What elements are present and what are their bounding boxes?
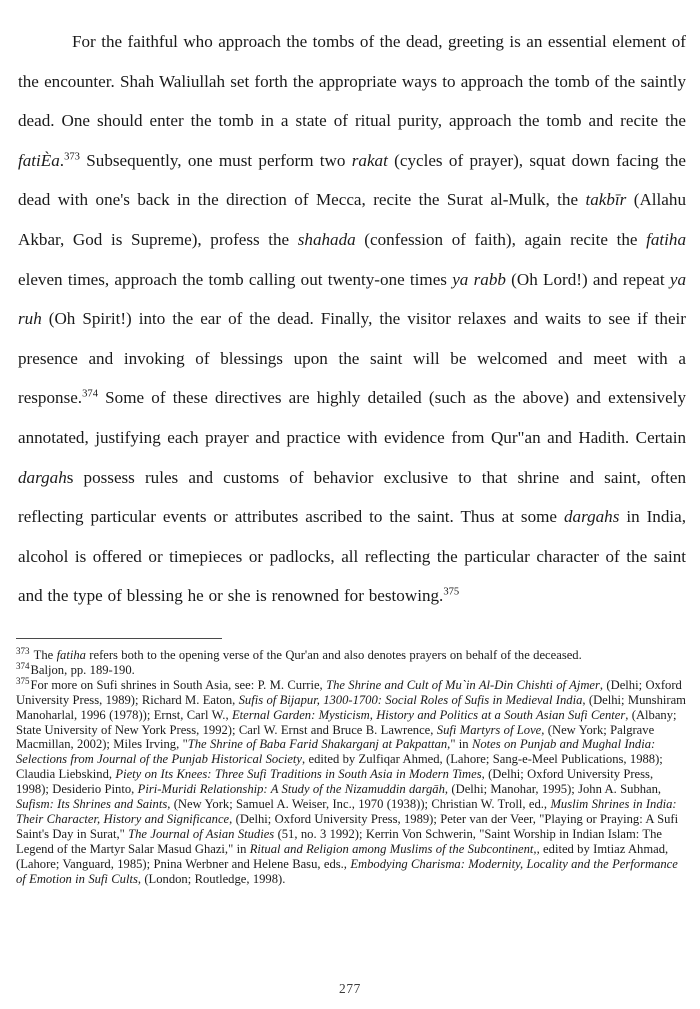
page-number: 277	[339, 981, 361, 996]
footnote-374: $^{374}$Baljon, pp. 189-190.	[16, 660, 135, 677]
footnote-block	[16, 645, 686, 887]
footnote-separator-rule	[16, 638, 222, 639]
body-text-block	[18, 22, 686, 616]
footnote-375: $^{375}$For more on Sufi shrines in South Asia, see: P. M. Currie, The Shrine and Cult of Mu`in Al-Din Chishti of Ajmer, (Delhi; Oxford University Press, 1989); Richard M. Eaton, Sufis of Bijapur, 1300-1700: Social Roles of Sufis in Medieval India, (Delhi; Munshiram Manoharlal, 1996 (1978)); Ernst, Carl W., Eternal Garden: Mysticism, History and Politics at a South Asian Sufi Center, (Albany; State University of New York Press, 1992); Carl W. Ernst and Bruce B. Lawrence, Sufi Martyrs of Love, (New York; Palgrave Macmillan, 2002); Miles Irving, "The Shrine of Baba Farid Shakarganj at Pakpattan," in Notes on Punjab and Mughal India: Selections from Journal of the Punjab Historical Society, edited by Zulfiqar Ahmed, (Lahore; Sang-e-Meel Publications, 1988); Claudia Liebskind, Piety on Its Knees: Three Sufi Traditions in South Asia in Modern Times, (Delhi; Oxford University Press, 1998); Desiderio Pinto, Piri-Muridi Relationship: A Study of the Nizamuddin dargāh, (Delhi; Manohar, 1995); John A. Subhan, Sufism: Its Shrines and Saints, (New York; Samuel A. Weiser, Inc., 1970 (1938)); Christian W. Troll, ed., Muslim Shrines in India: Their Character, History and Significance, (Delhi; Oxford University Press, 1989); Peter van der Veer, "Playing or Praying: A Sufi Saint's Day in Surat," The Journal of Asian Studies (51, no. 3 1992); Kerrin Von Schwerin, "Saint Worship in Indian Islam: The Legend of the Martyr Salar Masud Ghazi," in Ritual and Religion among Muslims of the Subcontinent,, edited by Imtiaz Ahmad, (Lahore; Vanguard, 1985); Pnina Werbner and Helene Basu, eds., Embodying Charisma: Modernity, Locality and the Performance of Emotion in Sufi Cults, (London; Routledge, 1998).	[16, 675, 686, 886]
footnote-373: $^{373}$ The fatiha refers both to the opening verse of the Qur'an and also denotes prayers on behalf of the deceased.	[16, 645, 582, 662]
body-paragraph: For the faithful who approach the tombs of the dead, greeting is an essential element of the encounter. Shah Waliullah set forth the appropriate ways to approach the tomb of the saintly dead. One should enter the tomb in a state of ritual purity, approach the tomb and recite the fatiÈa.$^{373}$ Subsequently, one must perform two rakat (cycles of prayer), squat down facing the dead with one's back in the direction of Mecca, recite the Surat al-Mulk, the takbīr (Allahu Akbar, God is Supreme), profess the shahada (confession of faith), again recite the fatiha eleven times, approach the tomb calling out twenty-one times ya rabb (Oh Lord!) and repeat ya ruh (Oh Spirit!) into the ear of the dead. Finally, the visitor relaxes and waits to see if their presence and invoking of blessings upon the saint will be welcomed and meet with a response.$^{374}$ Some of these directives are highly detailed (such as the above) and extensively annotated, justifying each prayer and practice with evidence from Qur"an and Hadith. Certain dargahs possess rules and customs of behavior exclusive to that shrine and saint, often reflecting particular events or attributes ascribed to the saint. Thus at some dargahs in India, alcohol is offered or timepieces or padlocks, all reflecting the particular character of the saint and the type of blessing he or she is renowned for bestowing.$^{375}$	[18, 32, 687, 606]
